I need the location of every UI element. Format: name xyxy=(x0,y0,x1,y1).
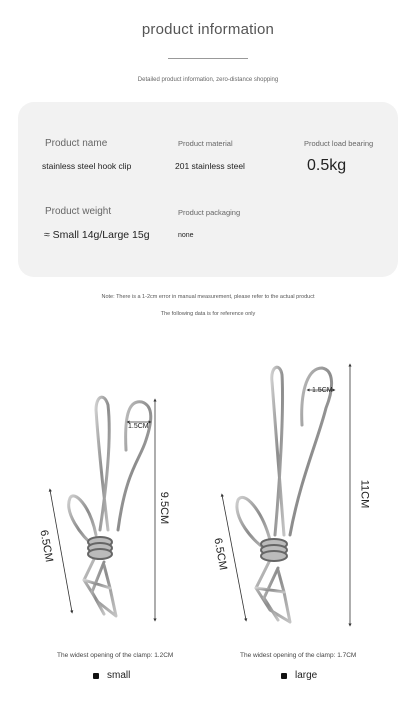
small-spring xyxy=(88,537,112,559)
product-weight-value: ≈ Small 14g/Large 15g xyxy=(44,229,150,241)
load-bearing-value: 0.5kg xyxy=(307,157,347,174)
load-bearing-label: Product load bearing xyxy=(304,139,374,148)
large-spring xyxy=(261,539,287,561)
large-clip-image xyxy=(237,367,332,622)
product-material-value: 201 stainless steel xyxy=(175,161,245,171)
product-name-value: stainless steel hook clip xyxy=(42,161,132,171)
large-height-dim: 11CM xyxy=(358,479,371,509)
product-material-label: Product material xyxy=(178,139,233,148)
measurement-note: Note: There is a 1-2cm error in manual measurement, please refer to the actual product xyxy=(101,294,315,300)
size-large-label: large xyxy=(295,670,318,681)
product-illustration xyxy=(0,330,416,650)
small-loop-dim: 1.5CM xyxy=(128,423,149,430)
small-caption: The widest opening of the clamp: 1.2CM xyxy=(57,652,174,659)
product-name-label: Product name xyxy=(45,138,108,149)
bullet-icon xyxy=(281,673,287,679)
page-subtitle: Detailed product information, zero-distance shopping xyxy=(137,77,279,83)
page-title: product information xyxy=(141,21,275,38)
spec-card xyxy=(18,102,398,277)
bullet-icon xyxy=(93,673,99,679)
large-body-dim: 6.5CM xyxy=(211,537,229,571)
small-body-dim: 6.5CM xyxy=(37,529,55,563)
size-small xyxy=(93,670,130,681)
clip-drawings xyxy=(0,330,416,650)
size-small-label: small xyxy=(107,670,131,681)
reference-note: The following data is for reference only xyxy=(160,311,256,317)
packaging-value: none xyxy=(178,232,194,239)
product-weight-label: Product weight xyxy=(45,206,112,217)
large-caption: The widest opening of the clamp: 1.7CM xyxy=(240,652,357,659)
title-divider xyxy=(168,58,248,59)
small-height-dim: 9.5CM xyxy=(158,491,171,525)
size-large xyxy=(281,670,317,681)
packaging-label: Product packaging xyxy=(178,208,241,217)
large-loop-dim: 1.5CM xyxy=(312,387,333,394)
